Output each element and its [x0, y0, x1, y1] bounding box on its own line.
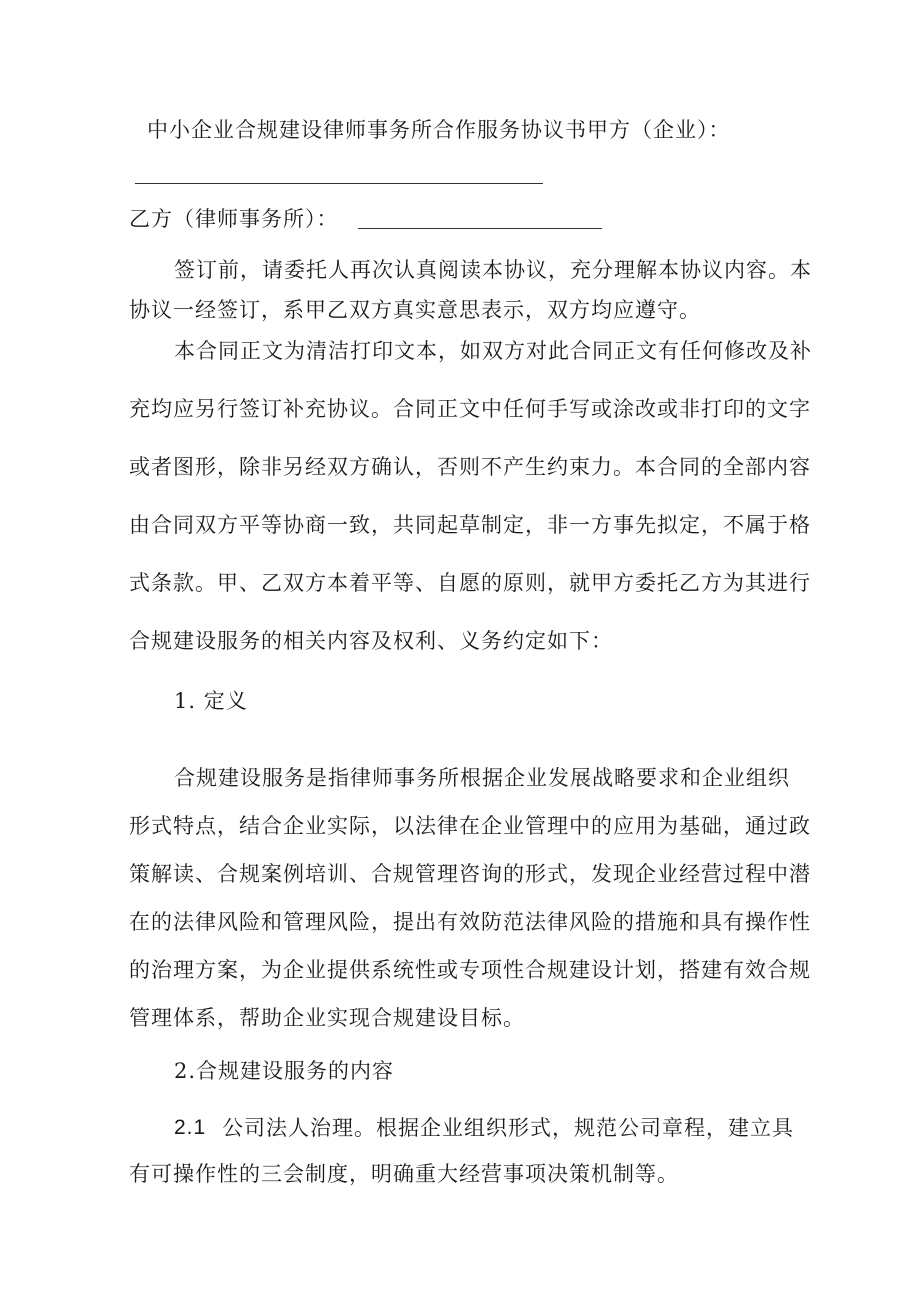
- section1-body-line4: 在的法律风险和管理风险，提出有效防范法律风险的措施和具有操作性: [129, 910, 811, 934]
- section1-body-line3: 策解读、合规案例培训、合规管理咨询的形式，发现企业经营过程中潜: [129, 862, 811, 886]
- intro-para2-line5: 式条款。甲、乙双方本着平等、自愿的原则，就甲方委托乙方为其进行: [129, 571, 811, 595]
- section21-body-line1: 公司法人治理。根据企业组织形式，规范公司章程，建立具: [222, 1116, 794, 1140]
- party-b-blank-line: [358, 228, 602, 229]
- section1-body-line2: 形式特点，结合企业实际，以法律在企业管理中的应用为基础，通过政: [129, 814, 811, 838]
- intro-para2-line3: 或者图形，除非另经双方确认，否则不产生约束力。本合同的全部内容: [129, 455, 811, 479]
- section1-body-line1: 合规建设服务是指律师事务所根据企业发展战略要求和企业组织: [174, 766, 790, 790]
- intro-para2-line1: 本合同正文为清洁打印文本，如双方对此合同正文有任何修改及补: [174, 339, 812, 363]
- intro-para2-line4: 由合同双方平等协商一致，共同起草制定，非一方事先拟定，不属于格: [129, 513, 811, 537]
- section21-number: 2.1: [174, 1116, 207, 1139]
- section1-heading: 1. 定义: [174, 689, 248, 713]
- section2-heading: 2.合规建设服务的内容: [174, 1059, 395, 1083]
- section1-body-line5: 的治理方案，为企业提供系统性或专项性合规建设计划，搭建有效合规: [129, 958, 811, 982]
- document-title: 中小企业合规建设律师事务所合作服务协议书甲方（企业）：: [147, 118, 731, 142]
- section1-body-line6: 管理体系，帮助企业实现合规建设目标。: [129, 1006, 525, 1030]
- section21-body-line2: 有可操作性的三会制度，明确重大经营事项决策机制等。: [129, 1162, 679, 1186]
- party-a-blank-line: [135, 183, 543, 184]
- intro-para1-line2: 协议一经签订，系甲乙双方真实意思表示，双方均应遵守。: [129, 298, 701, 322]
- intro-para1-line1: 签订前，请委托人再次认真阅读本协议，充分理解本协议内容。本: [174, 258, 812, 282]
- party-b-label: 乙方（律师事务所）：: [129, 207, 339, 231]
- intro-para2-line6: 合规建设服务的相关内容及权利、义务约定如下：: [129, 629, 613, 653]
- intro-para2-line2: 充均应另行签订补充协议。合同正文中任何手写或涂改或非打印的文字: [129, 397, 811, 421]
